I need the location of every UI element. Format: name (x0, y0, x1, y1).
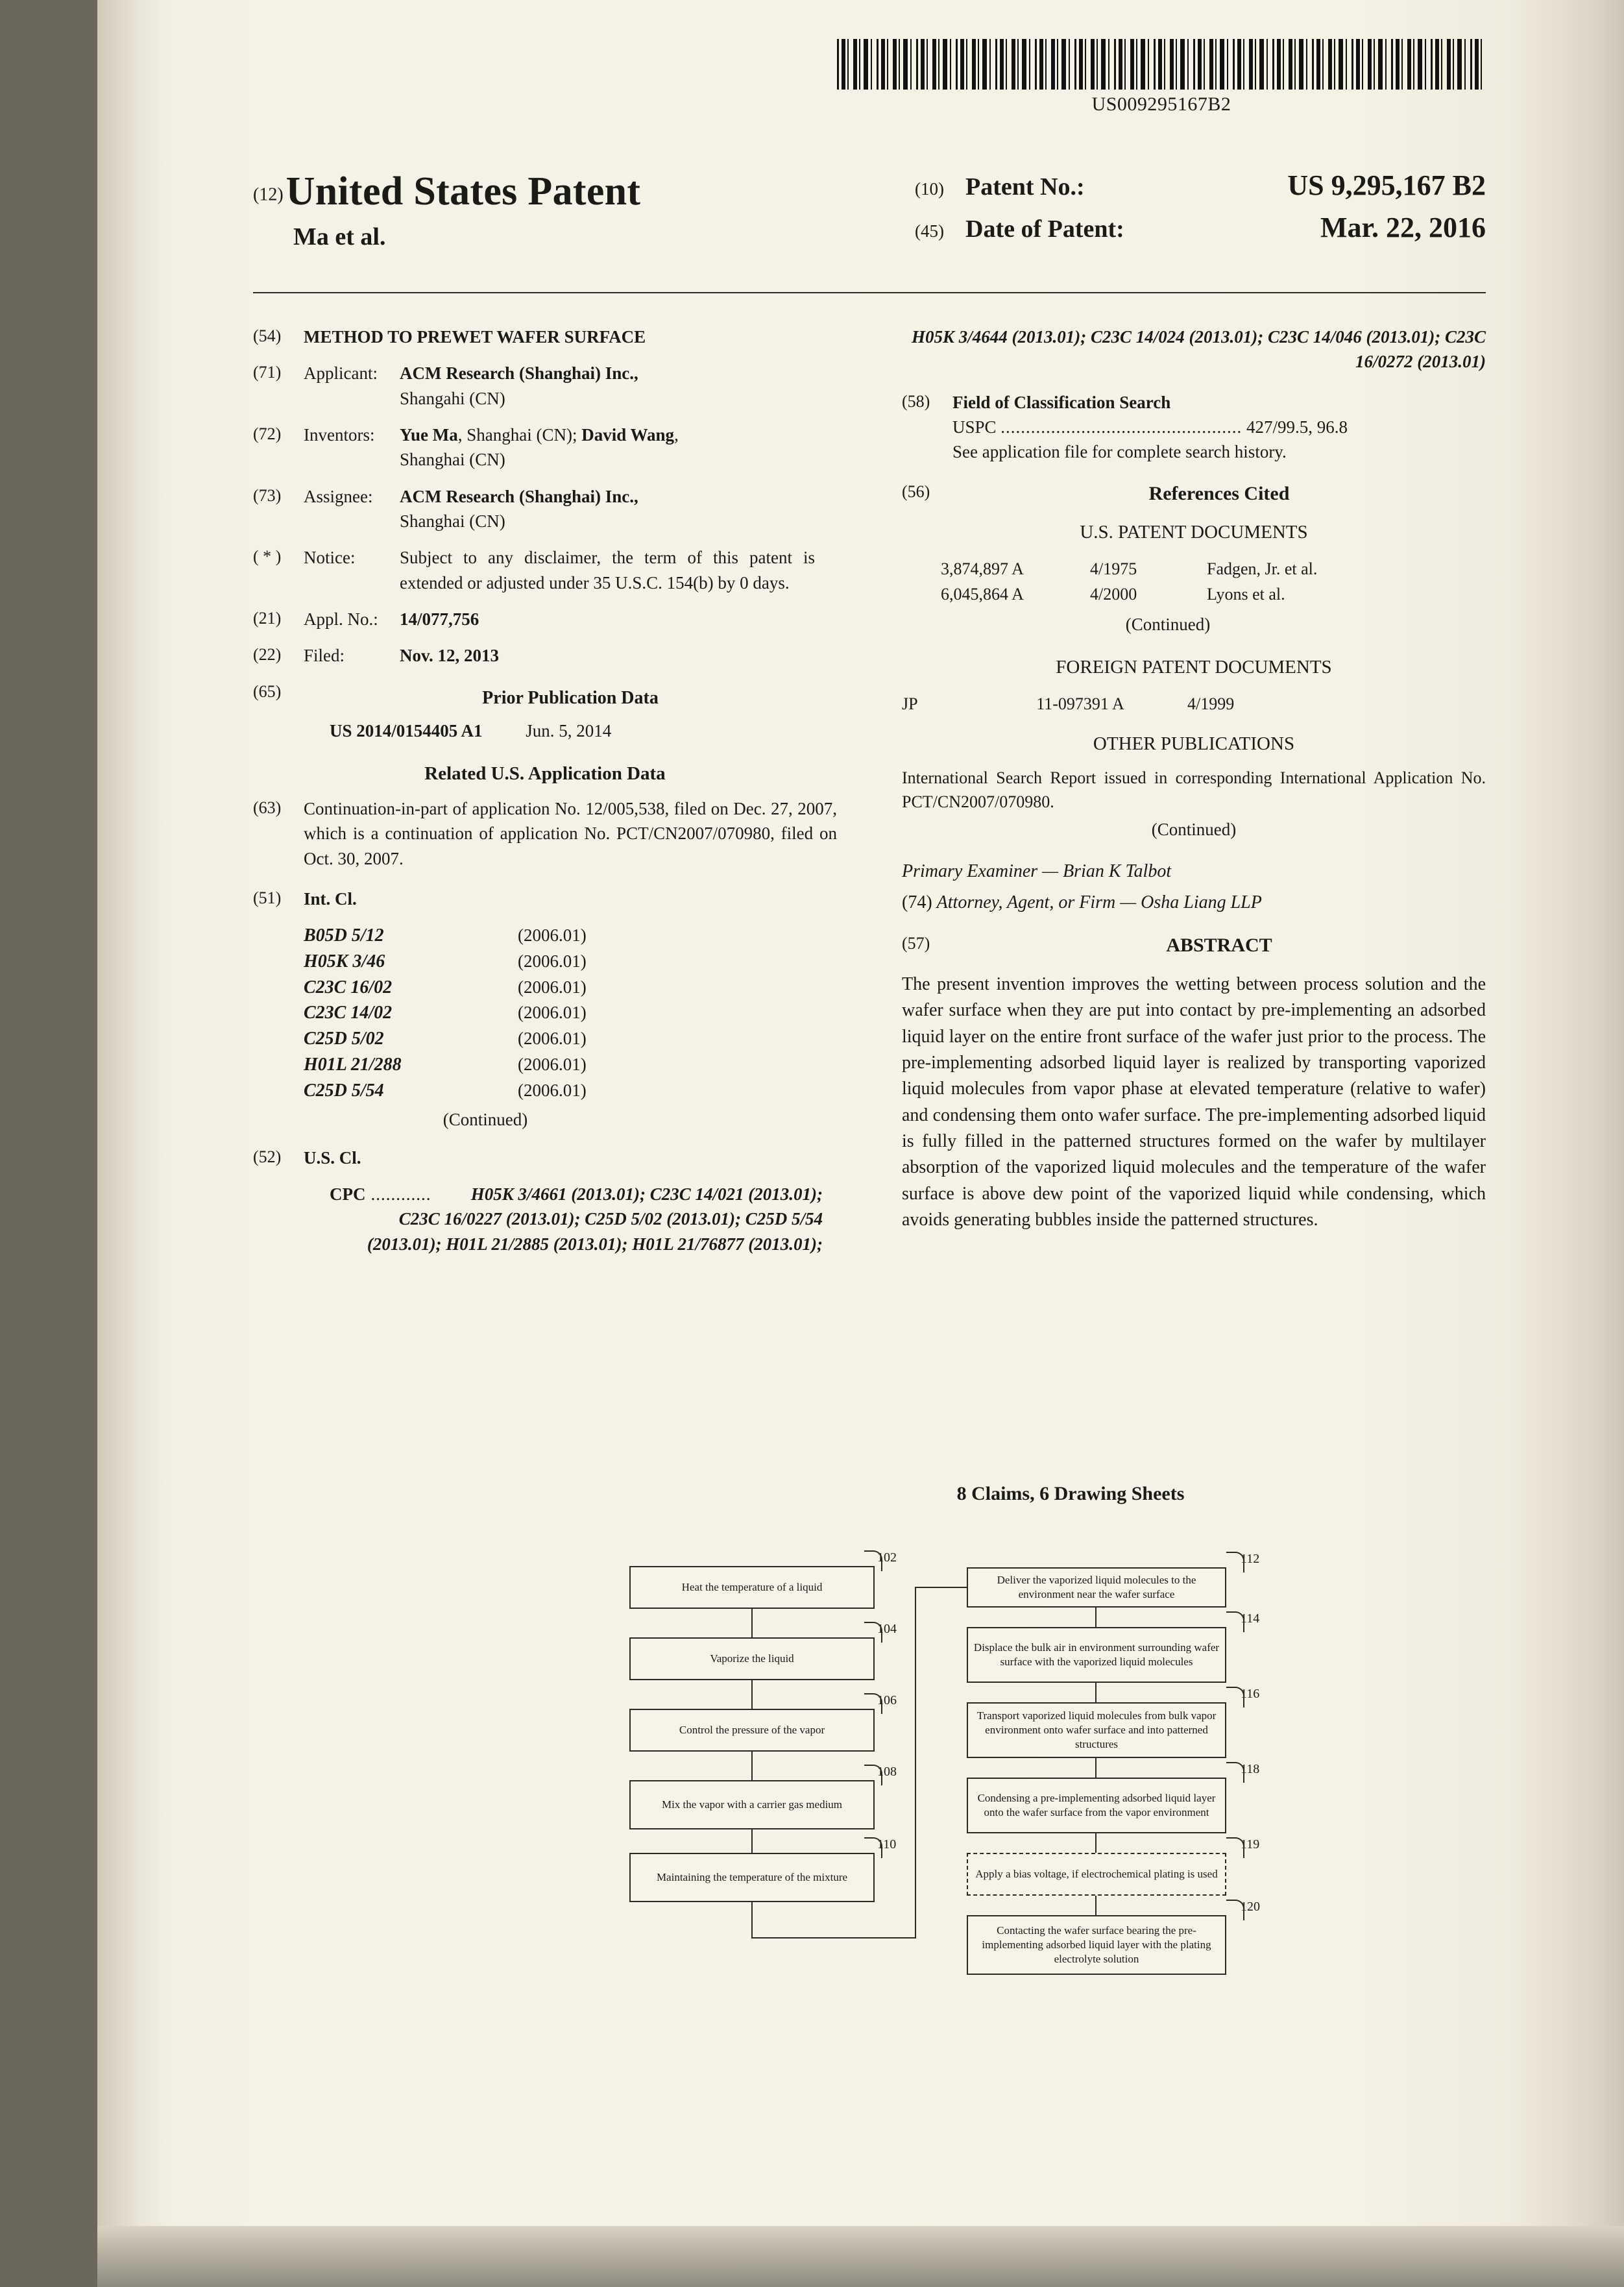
field-code: (71) (253, 363, 282, 382)
flow-box-104: Vaporize the liquid (629, 1637, 875, 1680)
uspc-label: USPC (952, 417, 997, 437)
field-code: (73) (253, 485, 282, 505)
us-documents-table (941, 557, 1486, 637)
int-cl-year: (2006.01) (518, 977, 587, 997)
date-value: Mar. 22, 2016 (1320, 212, 1486, 243)
assignee-name: ACM Research (Shanghai) Inc., (400, 486, 638, 506)
ref-number: 3,874,897 A (941, 559, 1024, 579)
flow-label-114: 114 (1241, 1611, 1260, 1626)
inventor-address: Shanghai (CN) (400, 450, 505, 470)
other-pubs-continued: (Continued) (1151, 819, 1237, 839)
int-cl-code: H05K 3/46 (304, 951, 385, 972)
page-title: United States Patent (285, 169, 641, 214)
int-cl-year: (2006.01) (518, 925, 587, 946)
foreign-documents-table (902, 692, 1486, 716)
prior-pub-date: Jun. 5, 2014 (526, 721, 612, 741)
inventor-comma: , (674, 424, 679, 445)
date-code: (45) (915, 221, 944, 241)
flow-connector (1095, 1683, 1097, 1702)
int-cl-code: C23C 14/02 (304, 1003, 393, 1023)
field-code: (72) (253, 424, 282, 443)
field-code: (22) (253, 645, 282, 665)
int-cl-code: C25D 5/54 (304, 1080, 384, 1101)
int-cl-code: C25D 5/02 (304, 1029, 384, 1049)
inventor-sep: , Shanghai (CN); (457, 424, 582, 445)
attorney-line (902, 890, 1486, 916)
see-application-note: See application file for complete search history. (952, 442, 1287, 462)
field-inventors (253, 422, 837, 472)
flow-curve (1226, 1900, 1244, 1920)
flow-connector (915, 1587, 967, 1588)
field-int-cl (253, 887, 837, 911)
applicant-address: Shangahi (CN) (400, 388, 505, 408)
header-divider (253, 292, 1486, 293)
field-references-cited (902, 480, 1486, 508)
cpc-continued-text: H05K 3/4644 (2013.01); C23C 14/024 (2013.01); C23C 14/046 (2013.01); C23C 16/0272 (2013.01) (912, 327, 1486, 372)
int-cl-code: B05D 5/12 (304, 925, 384, 946)
table-row (902, 692, 1486, 716)
patent-page (130, 19, 1486, 2226)
field-notice (253, 545, 837, 595)
notice-text: Subject to any disclaimer, the term of this patent is extended or adjusted under 35 U.S.C. 154(b) by 0 days. (400, 548, 815, 593)
us-docs-continued: (Continued) (1125, 615, 1211, 635)
int-cl-code: H01L 21/288 (304, 1054, 402, 1075)
int-cl-year: (2006.01) (518, 1029, 587, 1049)
int-cl-year: (2006.01) (518, 1054, 587, 1074)
abstract-heading: ABSTRACT (1166, 935, 1272, 957)
flowchart-figure (623, 1548, 1388, 2067)
flow-curve (1226, 1762, 1244, 1783)
ref-date: 4/2000 (1090, 585, 1137, 604)
kind-code: (12) (253, 184, 284, 205)
int-cl-continued: (Continued) (442, 1110, 528, 1130)
foreign-number: 11-097391 A (1036, 694, 1124, 713)
flow-curve (1226, 1687, 1244, 1707)
ref-name: Fadgen, Jr. et al. (1207, 559, 1318, 579)
other-publications-text: International Search Report issued in corresponding International Application No. PCT/CN2007/070980. (902, 768, 1486, 811)
applicant-label: Applicant: (304, 363, 378, 384)
flow-label-106: 106 (877, 1693, 897, 1707)
flow-label-108: 108 (877, 1765, 897, 1779)
field-code: (51) (253, 888, 282, 907)
field-abstract (902, 932, 1486, 960)
field-appl-no (253, 607, 837, 631)
flow-box-118: Condensing a pre-implementing adsorbed liquid layer onto the wafer surface from the vapor environment (967, 1778, 1226, 1833)
related-app-text: Continuation-in-part of application No. 12/005,538, filed on Dec. 27, 2007, which is a continuation of application No. PCT/CN2007/070980, filed on Oct. 30, 2007. (304, 798, 837, 868)
flow-box-120: Contacting the wafer surface bearing the pre-implementing adsorbed liquid layer with the plating electrolyte solution (967, 1915, 1226, 1975)
table-row (304, 975, 837, 1001)
cpc-dots: ............ (370, 1184, 431, 1205)
field-related-app (253, 796, 837, 871)
flow-label-118: 118 (1241, 1762, 1260, 1776)
appl-no-value: 14/077,756 (400, 609, 479, 629)
filed-value: Nov. 12, 2013 (400, 646, 500, 666)
flow-connector (751, 1937, 916, 1938)
field-filed (253, 643, 837, 668)
cpc-label: CPC (330, 1184, 366, 1205)
int-cl-code: C23C 16/02 (304, 977, 393, 997)
table-row (304, 1052, 837, 1078)
abstract-text: The present invention improves the wetting between process solution and the wafer surface when they are put into contact by pre-implementing an adsorbed liquid layer on the entire front surface of the wafer just prior to the process. The pre-implementing adsorbed liquid layer is realized by transporting vaporized liquid molecules from vapor phase at elevated temperature (relative to wafer) and condensing them onto wafer surface. The pre-implementing adsorbed liquid is fully filled in the patterned structures formed on the wafer by multilayer absorption of the vaporized liquid molecules and the temperature of the wafer surface is above dew point of the vaporized liquid while condensing, which avoids generating bubbles inside the patterned structures. (902, 974, 1486, 1230)
ref-number: 6,045,864 A (941, 585, 1024, 604)
field-code: (58) (902, 391, 930, 411)
flow-box-110: Maintaining the temperature of the mixture (629, 1853, 875, 1902)
flow-label-102: 102 (877, 1550, 897, 1565)
flow-label-119: 119 (1241, 1837, 1260, 1852)
field-code: (54) (253, 326, 282, 345)
inventor-1: Yue Ma (400, 424, 458, 445)
filed-label: Filed: (304, 646, 345, 666)
flow-connector (751, 1902, 753, 1938)
scan-shadow (97, 2226, 1624, 2287)
barcode-area (837, 39, 1486, 116)
table-row (304, 1000, 837, 1026)
patent-no-label: Patent No.: (965, 173, 1085, 201)
invention-title: METHOD TO PREWET WAFER SURFACE (304, 327, 646, 347)
field-code: (56) (902, 482, 930, 501)
flow-box-106: Control the pressure of the vapor (629, 1709, 875, 1752)
flow-connector (751, 1609, 753, 1637)
right-column (902, 324, 1486, 1233)
field-code: ( * ) (253, 547, 282, 567)
field-code: (63) (253, 798, 282, 817)
table-row (304, 1026, 837, 1052)
references-cited-heading: References Cited (1148, 482, 1290, 504)
table-row (304, 1078, 837, 1104)
assignee-label: Assignee: (304, 486, 373, 506)
foreign-date: 4/1999 (1187, 694, 1235, 713)
patent-number-row (915, 169, 1486, 202)
flow-box-116: Transport vaporized liquid molecules from bulk vapor environment onto wafer surface and into patterned structures (967, 1702, 1226, 1758)
uspc-value: 427/99.5, 96.8 (1246, 417, 1348, 437)
flow-connector (751, 1829, 753, 1853)
flow-curve (1226, 1552, 1244, 1572)
field-code: (74) (902, 892, 932, 912)
table-row (941, 583, 1486, 607)
int-cl-year: (2006.01) (518, 1080, 587, 1100)
us-cl-body (330, 1182, 823, 1256)
flow-box-112: Deliver the vaporized liquid molecules to the environment near the wafer surface (967, 1567, 1226, 1608)
flow-connector (1095, 1896, 1097, 1915)
applicant-name: ACM Research (Shanghai) Inc., (400, 363, 638, 384)
uspc-dots: ................................................ (1000, 417, 1242, 437)
date-label: Date of Patent: (965, 215, 1124, 243)
flow-curve (1226, 1611, 1244, 1632)
field-code: (21) (253, 608, 282, 628)
uspc-line (952, 415, 1486, 439)
attorney-text: Attorney, Agent, or Firm — Osha Liang LLP (936, 892, 1262, 912)
masthead-left (253, 169, 863, 251)
flow-box-102: Heat the temperature of a liquid (629, 1566, 875, 1609)
flow-curve (1226, 1837, 1244, 1858)
barcode-number: US009295167B2 (1091, 93, 1231, 115)
patent-no-value: US 9,295,167 B2 (1287, 169, 1486, 201)
field-assignee (253, 484, 837, 534)
flow-curve (864, 1622, 882, 1643)
flow-connector (1095, 1833, 1097, 1853)
flow-curve (864, 1765, 882, 1785)
field-us-cl (253, 1145, 837, 1170)
flow-curve (864, 1550, 882, 1571)
flow-label-112: 112 (1241, 1552, 1260, 1566)
flow-connector (751, 1680, 753, 1709)
int-cl-table (304, 923, 837, 1132)
flow-label-110: 110 (877, 1837, 897, 1852)
flow-label-120: 120 (1241, 1900, 1260, 1914)
primary-examiner: Primary Examiner — Brian K Talbot (902, 861, 1172, 881)
field-prior-publication (253, 680, 837, 744)
flow-label-116: 116 (1241, 1687, 1260, 1701)
field-classification-search (902, 390, 1486, 465)
claims-line: 8 Claims, 6 Drawing Sheets (956, 1483, 1185, 1504)
us-cl-label: U.S. Cl. (304, 1147, 361, 1168)
patent-date-row (915, 211, 1486, 244)
ref-name: Lyons et al. (1207, 585, 1285, 604)
cpc-text: H05K 3/4661 (2013.01); C23C 14/021 (2013.01); C23C 16/0227 (2013.01); C25D 5/02 (2013.01); C25D 5/54 (2013.01); H01L 21/2885 (2013.01); H01L 21/76877 (2013.01); (367, 1184, 823, 1254)
related-app-heading: Related U.S. Application Data (424, 763, 666, 784)
barcode-icon (837, 39, 1486, 90)
prior-pub-heading: Prior Publication Data (482, 687, 659, 708)
table-row (304, 923, 837, 949)
patent-no-code: (10) (915, 179, 944, 199)
flow-connector (1095, 1608, 1097, 1627)
left-column (253, 324, 837, 1256)
flow-curve (864, 1693, 882, 1714)
foreign-country: JP (902, 694, 918, 713)
field-title (253, 324, 837, 349)
appl-no-label: Appl. No.: (304, 609, 378, 629)
other-publications-heading: OTHER PUBLICATIONS (1093, 733, 1295, 754)
prior-pub-number: US 2014/0154405 A1 (330, 721, 483, 741)
ref-date: 4/1975 (1090, 559, 1137, 579)
flow-box-108: Mix the vapor with a carrier gas medium (629, 1780, 875, 1829)
field-code: (52) (253, 1147, 282, 1166)
flow-box-114: Displace the bulk air in environment surrounding wafer surface with the vaporized liquid molecules (967, 1627, 1226, 1683)
masthead-right (915, 169, 1486, 253)
table-row (304, 949, 837, 975)
flow-connector (915, 1587, 916, 1938)
field-code: (65) (253, 681, 282, 701)
field-search-heading: Field of Classification Search (952, 392, 1171, 412)
field-applicant (253, 361, 837, 411)
us-patent-documents-heading: U.S. PATENT DOCUMENTS (1080, 522, 1308, 543)
inventors-label: Inventors: (304, 424, 375, 445)
assignee-address: Shanghai (CN) (400, 511, 505, 531)
inventor-2: David Wang (581, 424, 675, 445)
flow-connector (1095, 1758, 1097, 1778)
int-cl-year: (2006.01) (518, 1003, 587, 1023)
flow-curve (864, 1837, 882, 1858)
table-row (941, 557, 1486, 581)
int-cl-year: (2006.01) (518, 951, 587, 971)
int-cl-label: Int. Cl. (304, 888, 357, 909)
notice-label: Notice: (304, 548, 356, 568)
flow-box-119: Apply a bias voltage, if electrochemical plating is used (967, 1853, 1226, 1896)
foreign-documents-heading: FOREIGN PATENT DOCUMENTS (1056, 656, 1332, 678)
authors: Ma et al. (293, 223, 386, 251)
field-code: (57) (902, 934, 930, 953)
flow-connector (751, 1752, 753, 1780)
flow-label-104: 104 (877, 1622, 897, 1636)
